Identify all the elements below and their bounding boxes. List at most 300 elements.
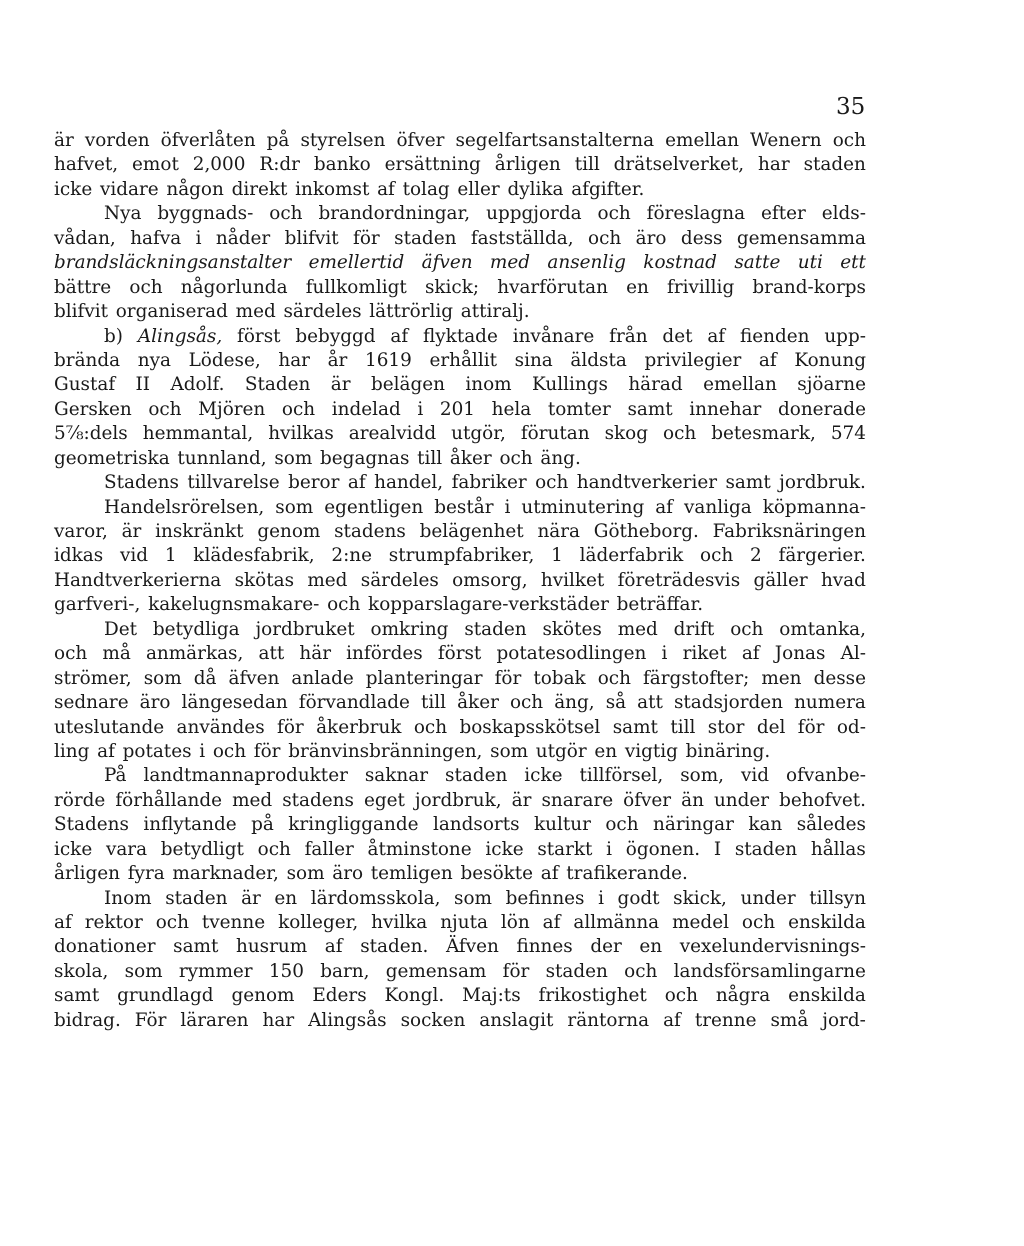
word: skick; [424,276,480,298]
word: skog [604,423,649,445]
word: 2:ne [331,545,372,567]
word: öfver [396,130,445,151]
word: vigtig [624,740,678,762]
word: gemensam [385,960,487,982]
word: och [597,203,631,225]
word: 2 [750,545,762,567]
text-line [54,277,866,301]
word: än [681,789,704,811]
word: anmärkas, [145,643,244,665]
word: vid [741,765,770,787]
word: 1 [551,545,563,567]
word: njuta [440,912,488,933]
word: har [262,1009,295,1031]
word: betydliga [152,618,240,640]
word: är [330,374,351,396]
word: och [741,912,776,933]
word: eller [457,178,500,200]
word: 150 [268,960,304,982]
text-line [54,228,866,252]
word: och [327,594,361,616]
text-line [54,985,866,1009]
word: och [281,398,316,420]
word: desse [813,667,866,689]
word: någon [166,178,224,200]
word: vorden [84,130,150,151]
word: af [655,496,673,518]
word: betydligt [160,838,244,860]
word: arealvidd [348,423,437,445]
word: klädesfabrik, [193,545,315,567]
word: skötes [542,618,602,640]
word: med [617,618,658,640]
word: som [274,447,313,469]
word: med [489,252,531,274]
word: godt [617,887,660,909]
word: tolag [402,178,450,200]
word: har [278,349,310,371]
word: numera [794,692,866,714]
word: och [597,667,631,689]
word: fullkomligt [305,276,407,298]
text-line [54,814,866,838]
word: kan [748,814,783,836]
word: åker [449,447,492,469]
word: Adolf. [170,374,225,396]
word: således [796,814,866,836]
word: genom [257,521,321,542]
word: af [542,912,561,933]
word: handtverkerier [576,472,718,494]
word: af [758,349,777,371]
word: Inom [104,887,152,909]
text-line [54,179,866,203]
word: äldsta [570,349,627,371]
word: och [664,985,698,1007]
word: dylika [507,178,564,200]
word: od- [836,716,866,738]
word: marknader, [172,863,279,885]
word: till [574,154,600,176]
word: i [195,227,202,249]
word: utgör [535,740,587,762]
word: banko [313,154,371,176]
word: jordbruket [255,618,355,640]
word: för [494,667,522,689]
word: 5⅞:dels [54,423,128,445]
word: uteslutande [54,716,165,738]
word: sina [514,349,553,371]
word: afgifter. [571,178,645,200]
word: trafikerande. [566,863,688,885]
word: indelad [331,398,401,420]
word: samt [612,716,658,738]
word: Götheborg. [593,521,699,542]
word: att [637,692,663,714]
word: vexelundervisnings- [679,936,866,958]
word: en [594,740,618,762]
word: äng, [554,692,595,714]
word: sjöarne [797,374,866,396]
text-line [54,594,866,618]
word: att [258,643,285,665]
word: består [434,496,494,518]
word: en [274,887,298,909]
word: och [509,692,544,714]
word: b) [104,325,123,347]
text-line [54,668,866,692]
word: har [758,154,790,176]
word: starkt [537,838,593,860]
word: faller [304,838,354,860]
word: boskapsskötsel [459,716,601,738]
word: uti [797,252,823,274]
word: 1 [164,545,177,567]
word: det [662,325,693,347]
word: med [232,789,273,811]
text-line [54,301,866,325]
word: kolleger, [278,912,359,933]
word: elds- [821,203,866,225]
word: nya [137,349,171,371]
word: i [661,643,668,665]
word: och [269,203,303,225]
word: allmänna [573,912,660,933]
word: För [134,1009,167,1031]
text-line [54,374,866,398]
word: af [663,1009,681,1031]
word: kringliggande [288,814,419,836]
word: hvilka [371,912,428,933]
word: Mjören [198,398,266,420]
text-line [54,936,866,960]
word: landtmannaprodukter [143,765,348,787]
word: äro [139,692,171,714]
word: i [606,838,613,860]
word: utminutering [521,496,645,518]
word: drift [673,618,715,640]
word: stadens [282,789,354,811]
word: ersättning [384,154,481,176]
text-line [54,643,866,667]
word: Konung [794,349,866,371]
word: då [193,667,217,689]
word: Staden [244,374,311,396]
text-line [54,399,866,423]
word: till [417,447,443,469]
word: och [148,398,182,420]
word: samt [725,472,771,494]
word: öfver [623,789,672,811]
word: befinnes [505,887,585,909]
word: grundlagd [117,985,214,1007]
word: må [102,643,131,665]
word: riket [682,643,727,665]
word: emellan [703,374,777,396]
word: och [730,618,764,640]
text-line [54,790,866,814]
word: kostnad [643,252,717,274]
word: längesedan [181,692,288,714]
word: der [590,936,622,958]
word: äro [332,863,364,885]
word: vara [105,838,148,860]
word: donerade [777,398,866,420]
word: åtminstone [367,838,472,860]
word: för [797,716,825,738]
word: som [124,960,163,982]
word: under [740,887,796,909]
word: äro [635,227,667,249]
word: jord- [822,1009,866,1031]
word: strömer, [54,667,132,689]
word: omsorg, [452,569,528,591]
word: af [390,325,409,347]
word: infördes [346,643,423,665]
word: en [626,276,649,298]
word: härad [628,374,683,396]
word: som, [680,765,725,787]
word: och [155,912,189,933]
word: staden. [360,936,429,958]
word: användes [176,716,265,738]
word: och [832,130,866,151]
word: dess [680,227,723,249]
word: frikostighet [538,985,647,1007]
word: af [347,472,366,494]
word: här [299,643,332,665]
word: och [413,716,448,738]
word: drätselverket, [613,154,745,176]
word: snarare [541,789,614,811]
word: handel, [374,472,444,494]
word: hafva [130,227,182,249]
word: äfven [228,667,280,689]
word: men [761,667,802,689]
word: och [535,472,569,494]
word: sednare [54,692,129,714]
word: direkt [231,178,288,200]
word: så [605,692,627,714]
word: betesmark, [711,423,816,445]
word: i [598,887,604,909]
word: rektor [84,912,143,933]
word: rörde [54,789,106,811]
word: attiralj. [460,301,530,323]
word: belägen [370,374,445,396]
text-line [54,619,866,643]
word: stor [707,716,745,738]
word: hvad [820,569,866,591]
word: inom [465,374,512,396]
word: i [417,398,424,420]
word: Stadens [54,814,129,836]
word: förhållande [115,789,223,811]
word: Eders [312,985,367,1007]
word: eget [363,789,405,811]
word: är [121,521,142,542]
text-line [54,741,866,765]
word: På [104,765,127,787]
word: och [588,227,622,249]
word: förvandlade [298,692,410,714]
word: enskilda [788,912,866,933]
word: som [286,863,325,885]
word: föreslagna [646,203,746,225]
word: potatesodlingen [496,643,647,665]
text-line [54,326,866,350]
word: som [275,496,314,518]
word: egentligen [324,496,424,518]
word: är [511,789,532,811]
word: binäring. [685,740,771,762]
word: rymmer [178,960,253,982]
word: företrädesvis [617,569,741,591]
word: bebyggd [295,325,376,347]
word: Kongl. [384,985,445,1007]
word: bidrag. [54,1009,121,1031]
word: landsorts [432,814,520,836]
word: fabriker [451,472,527,494]
word: under [713,789,770,811]
word: af [324,936,343,958]
word: kultur [533,814,591,836]
word: hafvet, [54,154,119,176]
word: socken [400,1009,466,1031]
word: Gersken [54,398,132,420]
word: ansenlig [547,252,626,274]
word: samt [627,398,673,420]
text-line [54,570,866,594]
word: icke [524,765,563,787]
word: vidare [99,178,159,200]
word: styrelsen [300,130,386,151]
word: varor, [54,521,108,542]
word: begagnas [320,447,410,469]
word: brand-korps [752,276,866,298]
word: omtanka, [779,618,866,640]
word: nåder [215,227,271,249]
word: för [253,740,281,762]
word: segelfartsanstalterna [455,130,655,151]
word: Handtverkerierna [54,569,222,591]
word: icke [54,178,93,200]
word: Alingsås [308,1009,387,1031]
word: och [700,545,734,567]
word: någorlunda [180,276,288,298]
word: hvilket [540,569,605,591]
word: Handelsrörelsen, [104,496,265,518]
word: staden [394,227,457,249]
word: beträffar. [616,594,704,616]
word: planteringar [365,667,483,689]
text-line [54,961,866,985]
word: Alingsås, [137,325,223,347]
word: skötas [234,569,295,591]
word: läderfabrik [579,545,684,567]
word: fastställda, [470,227,574,249]
word: näringar [653,814,734,836]
word: inflytande [143,814,237,836]
word: erhållit [429,349,497,371]
word: först [237,325,281,347]
word: lön [500,912,530,933]
word: Maj:ts [462,985,521,1007]
word: finnes [516,936,573,958]
word: af [540,863,559,885]
word: hvilkas [268,423,334,445]
word: hållas [810,838,866,860]
word: nära [537,521,581,542]
text-line [54,717,866,741]
word: af [97,740,115,762]
word: belägenhet [419,521,524,542]
word: jordbruk, [414,789,502,811]
word: årligen [494,154,561,176]
word: Al- [840,643,866,665]
word: barn, [320,960,370,982]
word: räntorna [567,1009,650,1031]
word: husrum [235,936,308,958]
word: 1619 [365,349,412,371]
word: är [54,130,74,151]
text-line [54,692,866,716]
word: skick, [673,887,727,909]
word: icke [485,838,524,860]
word: brandordningar, [318,203,471,225]
word: saknar [364,765,429,787]
word: färgerier. [778,545,866,567]
word: som [490,740,529,762]
word: särdeles [360,569,439,591]
text-line [54,350,866,374]
word: genom [231,985,295,1007]
word: innehar [689,398,762,420]
word: som [454,887,492,909]
word: blifvit [54,301,109,323]
word: Fabriksnäringen [712,521,866,542]
word: som [143,667,182,689]
word: staden [464,618,527,640]
text-line [54,203,866,227]
page-number: 35 [836,94,866,120]
word: äng. [540,447,581,469]
word: staden [803,154,866,176]
word: ett [840,252,866,274]
text-line [54,448,866,472]
word: tomter [547,398,611,420]
text-line [54,839,866,863]
word: privilegier [644,349,742,371]
word: och [54,643,88,665]
text-line [54,765,866,789]
word: omkring [370,618,449,640]
word: i [504,496,511,518]
word: en [639,936,663,958]
word: hemmantal, [142,423,254,445]
word: Gustaf [54,374,116,396]
text-line [54,497,866,521]
word: gemensamma [736,227,866,249]
word: skola, [54,960,109,982]
word: invånare [512,325,595,347]
word: små [770,1009,809,1031]
text-line [54,154,866,178]
word: tillvarelse [187,472,280,494]
word: besökte [460,863,534,885]
word: garfveri-, [54,594,141,616]
word: förutan [520,423,590,445]
